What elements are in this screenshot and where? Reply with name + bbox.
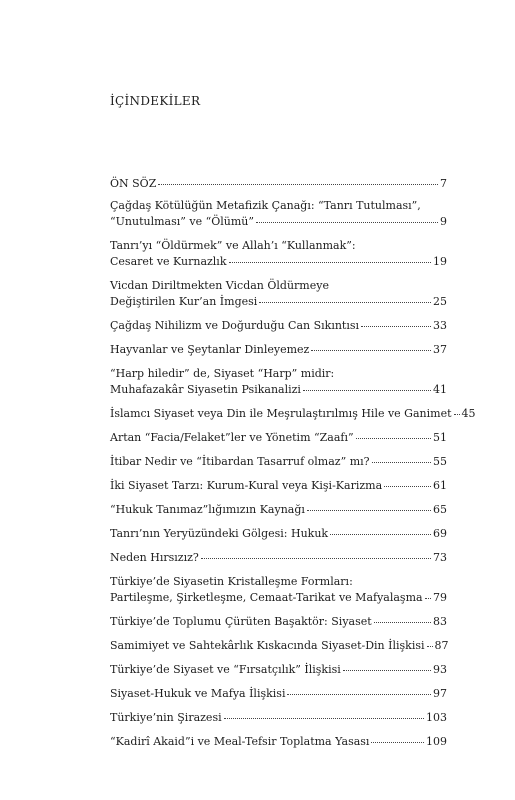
toc-entry-title-line: “Harp hiledir” de, Siyaset “Harp” midir: bbox=[110, 367, 335, 380]
dot-leader bbox=[454, 404, 460, 415]
dot-leader bbox=[425, 588, 431, 599]
toc-entry-title-line: ÖN SÖZ bbox=[110, 177, 157, 190]
toc-page-number: 87 bbox=[434, 639, 449, 652]
dot-leader bbox=[287, 684, 431, 695]
toc-entry-title-line: “Kadirî Akaid”i ve Meal-Tefsir Toplatma Yasası bbox=[110, 735, 370, 748]
toc-entry-title-line: “Unutulması” ve “Ölümü” bbox=[110, 215, 254, 228]
toc-entry-title-line: “Hukuk Tanımaz”lığımızın Kaynağı bbox=[110, 503, 305, 516]
toc-entry-row bbox=[110, 550, 447, 566]
toc-entry-row bbox=[110, 638, 447, 654]
toc-entry[interactable] bbox=[110, 478, 447, 494]
toc-entry[interactable] bbox=[110, 406, 476, 422]
toc-page-number: 51 bbox=[433, 431, 447, 444]
toc-entry-title-line: İki Siyaset Tarzı: Kurum-Kural veya Kişi-Karizma bbox=[110, 479, 383, 492]
toc-entry-row bbox=[110, 502, 447, 518]
toc-entry-title-line: Çağdaş Nihilizm ve Doğurduğu Can Sıkıntısı bbox=[110, 319, 360, 332]
toc-entry-title-line: İtibar Nedir ve “İtibardan Tasarruf olmaz” mı? bbox=[110, 455, 370, 468]
dot-leader bbox=[356, 428, 431, 439]
toc-page-number: 41 bbox=[433, 383, 447, 396]
toc-entry-row bbox=[110, 710, 447, 726]
dot-leader bbox=[371, 732, 424, 743]
toc-page-number: 93 bbox=[433, 663, 447, 676]
toc-page-number: 73 bbox=[433, 551, 447, 564]
toc-entry[interactable] bbox=[110, 686, 447, 702]
toc-entry-title-line: Partileşme, Şirketleşme, Cemaat-Tarikat ve Mafyalaşma bbox=[110, 591, 423, 604]
toc-entry[interactable] bbox=[110, 710, 447, 726]
dot-leader bbox=[311, 340, 431, 351]
toc-entry-title-line: Tanrı’nın Yeryüzündeki Gölgesi: Hukuk bbox=[110, 527, 329, 540]
toc-entry-title-line: Türkiye’nin Şirazesi bbox=[110, 711, 222, 724]
toc-page-number: 61 bbox=[433, 479, 447, 492]
toc-entry-row bbox=[110, 406, 476, 422]
dot-leader bbox=[427, 636, 433, 647]
toc-entry-row bbox=[110, 318, 447, 334]
toc-page-number: 7 bbox=[440, 177, 447, 190]
toc-entry-row bbox=[110, 430, 447, 446]
toc-entry-title-line: Türkiye’de Toplumu Çürüten Başaktör: Siyaset bbox=[110, 615, 372, 628]
toc-page-number: 83 bbox=[433, 615, 447, 628]
toc-page-number: 69 bbox=[433, 527, 447, 540]
toc-entry[interactable] bbox=[110, 366, 447, 398]
toc-entry-title-line: Artan “Facia/Felaket”ler ve Yönetim “Zaafı” bbox=[110, 431, 354, 444]
toc-page-number: 25 bbox=[433, 295, 447, 308]
toc-entry[interactable] bbox=[110, 574, 447, 606]
toc-entry-row bbox=[110, 734, 447, 750]
toc-entry[interactable] bbox=[110, 638, 447, 654]
dot-leader bbox=[372, 452, 431, 463]
toc-page-number: 103 bbox=[426, 711, 447, 724]
dot-leader bbox=[158, 174, 438, 185]
toc-entry[interactable] bbox=[110, 614, 447, 630]
dot-leader bbox=[343, 660, 431, 671]
toc-entry-title-line: Cesaret ve Kurnazlık bbox=[110, 255, 227, 268]
toc-entry[interactable] bbox=[110, 238, 447, 270]
toc-entry[interactable] bbox=[110, 502, 447, 518]
toc-entry-row bbox=[110, 662, 447, 678]
toc-entry[interactable] bbox=[110, 342, 447, 358]
toc-entry-row bbox=[110, 294, 447, 310]
toc-entry-title-line: Türkiye’de Siyaset ve “Fırsatçılık” İlişkisi bbox=[110, 663, 341, 676]
toc-entry[interactable] bbox=[110, 454, 447, 470]
toc-entry[interactable] bbox=[110, 176, 447, 192]
dot-leader bbox=[259, 292, 431, 303]
toc-entry-row bbox=[110, 614, 447, 630]
toc-entry[interactable] bbox=[110, 278, 447, 310]
toc-page-number: 65 bbox=[433, 503, 447, 516]
toc-page-number: 79 bbox=[433, 591, 447, 604]
toc-entry-title-line: Çağdaş Kötülüğün Metafizik Çanağı: “Tanrı Tutulması”, bbox=[110, 199, 421, 212]
dot-leader bbox=[307, 500, 431, 511]
toc-entry-title-line: İslamcı Siyaset veya Din ile Meşrulaştırılmış Hile ve Ganimet bbox=[110, 407, 452, 420]
toc-entry-row bbox=[110, 526, 447, 542]
toc-entry-title-line: Muhafazakâr Siyasetin Psikanalizi bbox=[110, 383, 301, 396]
toc-entry[interactable] bbox=[110, 198, 447, 230]
dot-leader bbox=[303, 380, 431, 391]
toc-entry-row bbox=[110, 686, 447, 702]
toc-entry-row bbox=[110, 254, 447, 270]
toc-page-number: 55 bbox=[433, 455, 447, 468]
toc-entry-row bbox=[110, 590, 447, 606]
dot-leader bbox=[361, 316, 431, 327]
toc-entry-row bbox=[110, 342, 447, 358]
page-title: İÇİNDEKİLER bbox=[110, 94, 201, 108]
toc-page-number: 33 bbox=[433, 319, 447, 332]
toc-entry-title-line: Siyaset-Hukuk ve Mafya İlişkisi bbox=[110, 687, 286, 700]
toc-entry-row bbox=[110, 454, 447, 470]
toc-entry-row bbox=[110, 382, 447, 398]
dot-leader bbox=[374, 612, 431, 623]
dot-leader bbox=[201, 548, 431, 559]
dot-leader bbox=[224, 708, 424, 719]
dot-leader bbox=[256, 212, 438, 223]
toc-entry-title-line: Türkiye’de Siyasetin Kristalleşme Formları: bbox=[110, 575, 353, 588]
toc-entry-title-line: Tanrı’yı “Öldürmek” ve Allah’ı “Kullanmak”: bbox=[110, 239, 356, 252]
toc-entry[interactable] bbox=[110, 318, 447, 334]
dot-leader bbox=[229, 252, 432, 263]
toc-entry-row bbox=[110, 478, 447, 494]
toc-entry[interactable] bbox=[110, 662, 447, 678]
toc-entry[interactable] bbox=[110, 734, 447, 750]
toc-entry-row bbox=[110, 176, 447, 192]
toc-page-number: 9 bbox=[440, 215, 447, 228]
toc-entry[interactable] bbox=[110, 526, 447, 542]
toc-entry-row bbox=[110, 214, 447, 230]
toc-entry[interactable] bbox=[110, 430, 447, 446]
toc-page-number: 45 bbox=[461, 407, 476, 420]
toc-entry-title-line: Vicdan Diriltmekten Vicdan Öldürmeye bbox=[110, 279, 329, 292]
toc-page-number: 97 bbox=[433, 687, 447, 700]
toc-entry-title-line: Neden Hırsızız? bbox=[110, 551, 199, 564]
dot-leader bbox=[330, 524, 431, 535]
toc-page-number: 109 bbox=[426, 735, 447, 748]
toc-page-number: 19 bbox=[433, 255, 447, 268]
toc-entry-title-line: Samimiyet ve Sahtekârlık Kıskacında Siyaset-Din İlişkisi bbox=[110, 639, 425, 652]
dot-leader bbox=[384, 476, 431, 487]
toc-entry-title-line: Değiştirilen Kur’an İmgesi bbox=[110, 295, 258, 308]
toc-entry-title-line: Hayvanlar ve Şeytanlar Dinleyemez bbox=[110, 343, 310, 356]
toc-entry[interactable] bbox=[110, 550, 447, 566]
toc-page-number: 37 bbox=[433, 343, 447, 356]
